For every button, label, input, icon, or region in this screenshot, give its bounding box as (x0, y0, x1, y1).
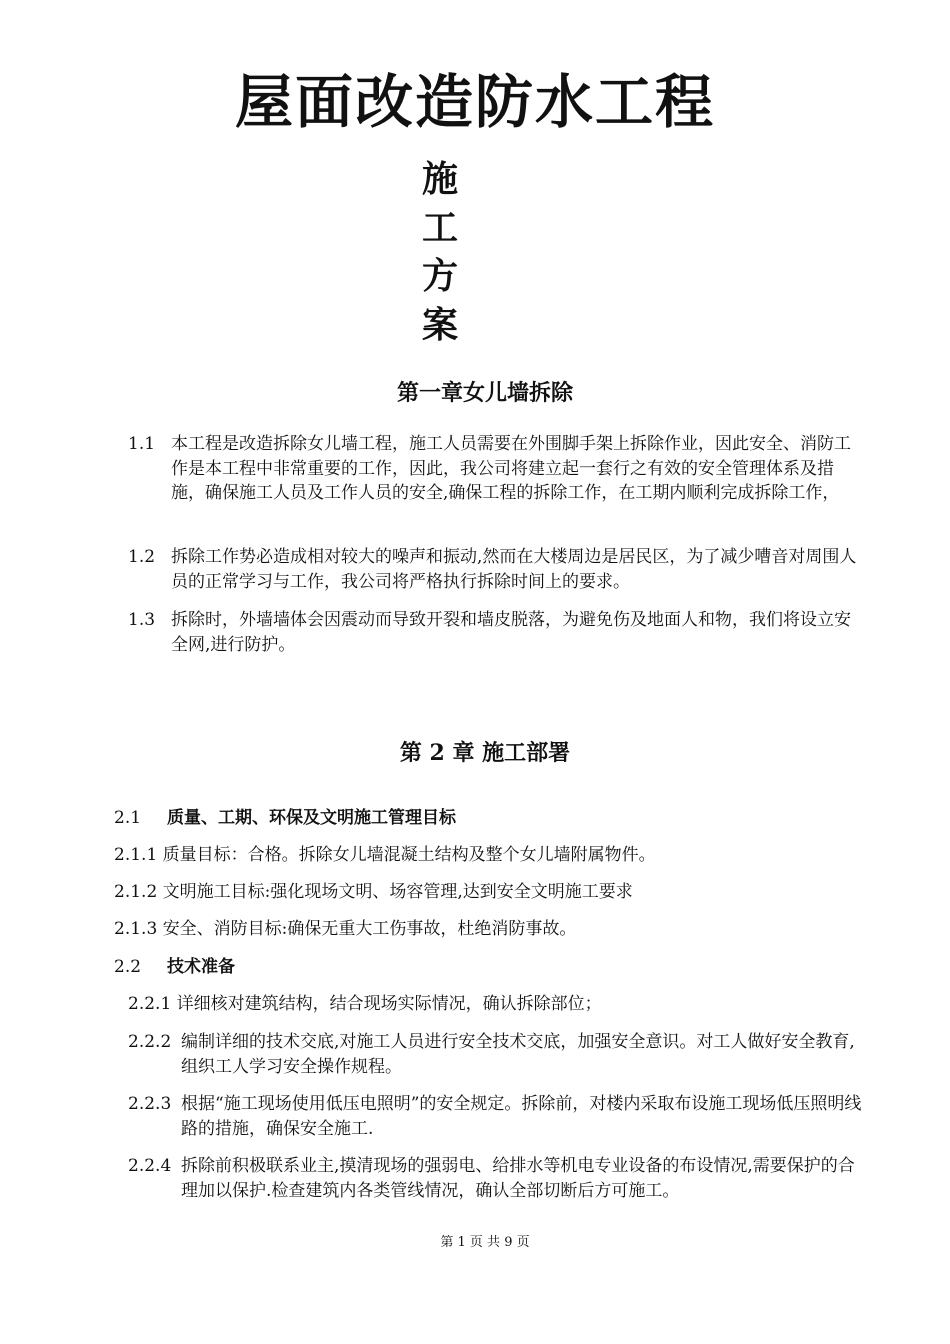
subtitle-char: 方 (421, 255, 458, 297)
document-subtitle (415, 155, 465, 349)
paragraph-number: 1.1 (128, 434, 156, 454)
item-text: 质量目标：合格。拆除女儿墙混凝土结构及整个女儿墙附属物件。 (162, 845, 656, 865)
item-number: 2.1.2 (114, 882, 158, 902)
item-2-2-2 (128, 1030, 863, 1079)
paragraph-1-3 (128, 608, 863, 657)
item-text: 详细核对建筑结构，结合现场实际情况，确认拆除部位； (176, 994, 602, 1014)
section-2-2-heading (114, 955, 235, 980)
item-2-1-1 (114, 843, 656, 868)
paragraph-number: 1.3 (128, 610, 156, 630)
chapter-1-heading: 第一章女儿墙拆除 (396, 380, 573, 406)
paragraph-number: 1.2 (128, 547, 156, 567)
item-text: 编制详细的技术交底,对施工人员进行安全技术交底，加强安全意识。对工人做好安全教育,组织工人学习安全操作规程。 (181, 1032, 855, 1077)
paragraph-text: 本工程是改造拆除女儿墙工程，施工人员需要在外围脚手架上拆除作业，因此安全、消防工作是本工程中非常重要的工作，因此，我公司将建立起一套行之有效的安全管理体系及措施，确保施工人员及工作人员的安全,确保工程的拆除工作，在工期内顺利完成拆除工作， (171, 434, 851, 503)
subtitle-char: 案 (421, 303, 458, 346)
item-2-2-3 (128, 1092, 863, 1141)
paragraph-1-1 (128, 432, 863, 506)
paragraph-text: 拆除时，外墙墙体会因震动而导致开裂和墙皮脱落，为避免伤及地面人和物，我们将设立安全网,进行防护。 (171, 610, 851, 655)
chapter-2-heading: 第 2 章 施工部署 (399, 740, 571, 766)
section-title: 技术准备 (167, 957, 236, 977)
item-number: 2.1.1 (114, 845, 158, 865)
page-footer: 第 1 页 共 9 页 (440, 1235, 530, 1250)
paragraph-1-2 (128, 545, 863, 594)
item-2-1-3 (114, 917, 576, 942)
item-number: 2.2.2 (128, 1032, 172, 1052)
section-2-1-heading (114, 806, 456, 831)
item-text: 根据“施工现场使用低压电照明”的安全规定。拆除前，对楼内采取布设施工现场低压照明线路的措施，确保安全施工. (181, 1094, 862, 1139)
section-number: 2.2 (114, 957, 142, 977)
section-number: 2.1 (114, 808, 142, 828)
item-2-2-4 (128, 1154, 863, 1203)
item-number: 2.2.1 (128, 994, 172, 1014)
item-text: 文明施工目标:强化现场文明、场容管理,达到安全文明施工要求 (162, 882, 633, 902)
item-2-2-1 (128, 992, 602, 1017)
section-title: 质量、工期、环保及文明施工管理目标 (167, 808, 457, 828)
item-number: 2.1.3 (114, 919, 158, 939)
item-number: 2.2.4 (128, 1156, 172, 1176)
item-text: 拆除前积极联系业主,摸清现场的强弱电、给排水等机电专业设备的布设情况,需要保护的合理加以保护.检查建筑内各类管线情况，确认全部切断后方可施工。 (181, 1156, 855, 1201)
subtitle-char: 工 (421, 206, 458, 249)
item-text: 安全、消防目标:确保无重大工伤事故，杜绝消防事故。 (162, 919, 577, 939)
item-number: 2.2.3 (128, 1094, 172, 1114)
subtitle-char: 施 (421, 158, 458, 200)
item-2-1-2 (114, 880, 633, 905)
paragraph-text: 拆除工作势必造成相对较大的噪声和振动,然而在大楼周边是居民区，为了减少嘈音对周围人员的正常学习与工作，我公司将严格执行拆除时间上的要求。 (171, 547, 857, 592)
document-title: 屋面改造防水工程 (234, 68, 715, 136)
